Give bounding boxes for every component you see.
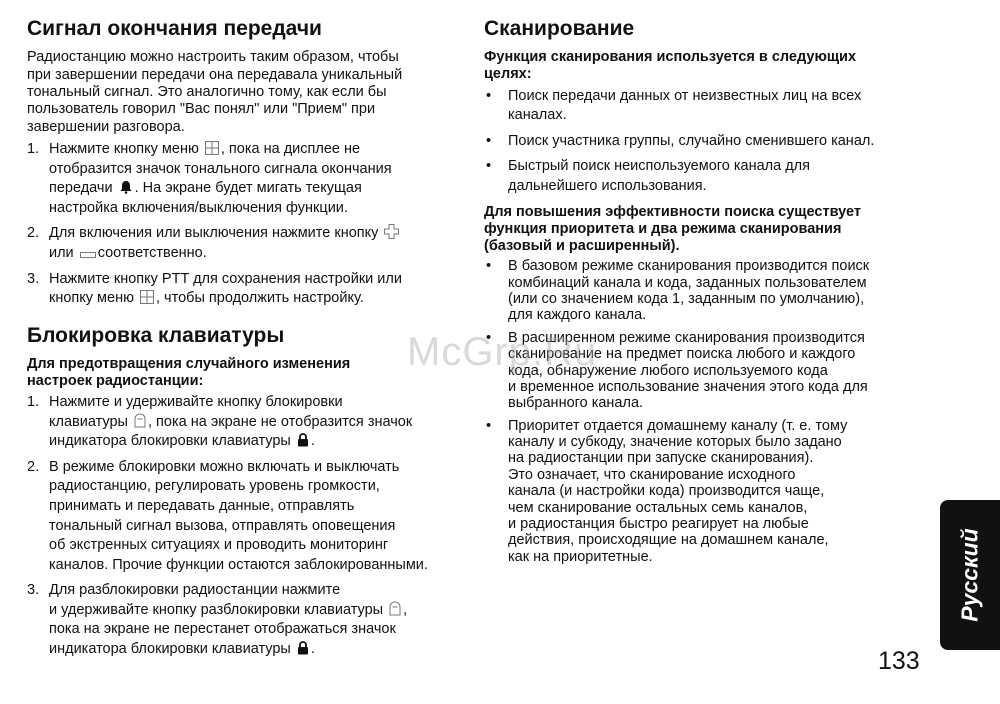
step-text: отобразится значок тонального сигнала окончания — [49, 160, 392, 177]
intro-line: пользователь говорил "Вас понял" или "Прием" при — [27, 101, 376, 118]
list-text: • Быстрый поиск неиспользуемого канала для — [508, 158, 810, 175]
list-item — [484, 157, 924, 196]
language-tab-label: Русский — [956, 528, 983, 622]
step-item — [27, 393, 467, 452]
intro-paragraph — [27, 49, 467, 136]
step-text: клавиатуры — [49, 413, 128, 430]
list-text: каналах. — [508, 107, 567, 124]
step-text: Нажмите кнопку PTT для сохранения настройки или — [49, 270, 402, 287]
page-number: 133 — [878, 647, 920, 675]
subtitle-line: Для предотвращения случайного изменения — [27, 355, 351, 372]
step-text: передачи — [49, 180, 113, 197]
right-column — [484, 16, 924, 573]
section-title-scanning: Сканирование — [484, 17, 635, 40]
plus-icon — [384, 224, 399, 239]
step-number: 2. — [27, 458, 40, 475]
scan-modes-list — [484, 258, 924, 565]
left-column — [27, 16, 467, 665]
padlock-icon — [297, 433, 309, 447]
step-text: соответственно. — [97, 244, 207, 261]
steps-keypad-lock — [27, 393, 467, 659]
list-text: (или со значением кода 1, заданным по умолчанию), — [508, 291, 865, 308]
list-text: каналу и субкоду, значение которых было задано — [508, 434, 842, 451]
step-text: . На экране будет мигать текущая — [134, 180, 362, 197]
list-text: и радиостанция быстро реагирует на любые — [508, 515, 809, 532]
step-text: радиостанцию, регулировать уровень громкости, — [49, 478, 380, 495]
step-text: каналов. Прочие функции остаются заблокированными. — [49, 556, 428, 573]
step-text: настройка включения/выключения функции. — [49, 199, 348, 216]
list-text: сканирование на предмет поиска любого и каждого — [508, 346, 856, 363]
scanning-purposes-list — [484, 87, 924, 197]
keypad-lock-subtitle — [27, 356, 467, 389]
subtitle-line: целях: — [484, 65, 532, 82]
step-item — [27, 224, 467, 263]
step-text: Для разблокировки радиостанции нажмите — [49, 582, 341, 599]
step-text: индикатора блокировки клавиатуры — [49, 433, 291, 450]
step-text: об экстренных ситуациях и проводить мониторинг — [49, 537, 389, 554]
list-item — [484, 418, 924, 565]
padlock-icon — [297, 641, 309, 655]
list-text: комбинаций канала и кода, заданных пользователем — [508, 274, 867, 291]
step-item — [27, 140, 467, 218]
menu-grid-icon — [205, 141, 219, 155]
step-text: , — [403, 601, 408, 618]
subtitle-line: настроек радиостанции: — [27, 372, 204, 389]
step-text: или — [49, 244, 74, 261]
list-text: • Приоритет отдается домашнему каналу (т. е. тому — [508, 417, 848, 434]
list-item — [484, 258, 924, 324]
list-text: • В расширенном режиме сканирования производится — [508, 329, 865, 346]
step-text: индикатора блокировки клавиатуры — [49, 640, 291, 657]
subtitle-line: Для повышения эффективности поиска существует — [484, 204, 861, 221]
language-tab — [940, 500, 1000, 650]
intro-line: завершении разговора. — [27, 118, 185, 135]
step-item — [27, 581, 467, 659]
menu-grid-icon — [140, 290, 154, 304]
list-text: как на приоритетные. — [508, 548, 653, 565]
list-item — [484, 87, 924, 126]
subtitle-line: Функция сканирования используется в следующих — [484, 49, 857, 66]
step-text: , пока на дисплее не — [220, 141, 361, 158]
intro-line: при завершении передачи она передавала уникальный — [27, 66, 403, 83]
step-number: 2. — [27, 225, 40, 242]
keylock-button-icon — [134, 413, 146, 428]
section-title-end-of-transmission: Сигнал окончания передачи — [27, 17, 322, 40]
step-number: 3. — [27, 270, 40, 287]
step-text: принимать и передавать данные, отправлять — [49, 497, 355, 514]
subtitle-line: функция приоритета и два режима сканирования — [484, 221, 842, 238]
intro-line: тональный сигнал. Это аналогично тому, как если бы — [27, 83, 387, 100]
list-text: на радиостанции при запуске сканирования). — [508, 450, 814, 467]
list-text: чем сканирование остальных семь каналов, — [508, 499, 808, 516]
list-text: • Поиск передачи данных от неизвестных лиц на всех — [508, 87, 862, 104]
step-text: . — [310, 640, 315, 657]
step-text: тональный сигнал вызова, отправлять оповещения — [49, 517, 396, 534]
step-text: Нажмите кнопку меню — [49, 141, 199, 158]
step-text: пока на экране не перестанет отображаться значок — [49, 621, 396, 638]
step-text: и удерживайте кнопку разблокировки клавиатуры — [49, 601, 384, 618]
list-item — [484, 132, 924, 152]
watermark: McGrp.Ru — [407, 330, 598, 374]
subtitle-line: (базовый и расширенный). — [484, 237, 680, 254]
list-text: кода, обнаружение любого используемого кода — [508, 362, 828, 379]
list-item — [484, 330, 924, 412]
step-text: Нажмите и удерживайте кнопку блокировки — [49, 394, 343, 411]
list-text: дальнейшего использования. — [508, 177, 707, 194]
minus-icon — [80, 251, 96, 259]
list-text: • В базовом режиме сканирования производится поиск — [508, 258, 870, 275]
step-text: Для включения или выключения нажмите кнопку — [49, 225, 379, 242]
keylock-button-icon — [389, 601, 401, 616]
step-number: 1. — [27, 394, 40, 411]
intro-line: Радиостанцию можно настроить таким образом, чтобы — [27, 49, 399, 66]
list-text: для каждого канала. — [508, 307, 647, 324]
step-item — [27, 458, 467, 575]
step-number: 3. — [27, 582, 40, 599]
steps-end-of-transmission — [27, 140, 467, 309]
list-text: выбранного канала. — [508, 395, 644, 412]
list-text: и временное использование значения этого кода для — [508, 378, 868, 395]
step-number: 1. — [27, 141, 40, 158]
step-text: . — [310, 433, 315, 450]
step-text: В режиме блокировки можно включать и выключать — [49, 458, 400, 475]
bell-icon — [119, 180, 133, 194]
step-item — [27, 270, 467, 309]
step-text: , пока на экране не отобразится значок — [148, 413, 413, 430]
list-text: действия, происходящие на домашнем канале, — [508, 532, 829, 549]
list-text: Это означает, что сканирование исходного — [508, 466, 796, 483]
scanning-subtitle — [484, 49, 924, 82]
list-text: • Поиск участника группы, случайно сменившего канал. — [508, 132, 875, 149]
step-text: , чтобы продолжить настройку. — [156, 290, 364, 307]
scan-modes-subtitle — [484, 204, 924, 254]
step-text: кнопку меню — [49, 290, 134, 307]
list-text: канала (и настройки кода) производится чаще, — [508, 483, 825, 500]
section-title-keypad-lock: Блокировка клавиатуры — [27, 323, 285, 347]
